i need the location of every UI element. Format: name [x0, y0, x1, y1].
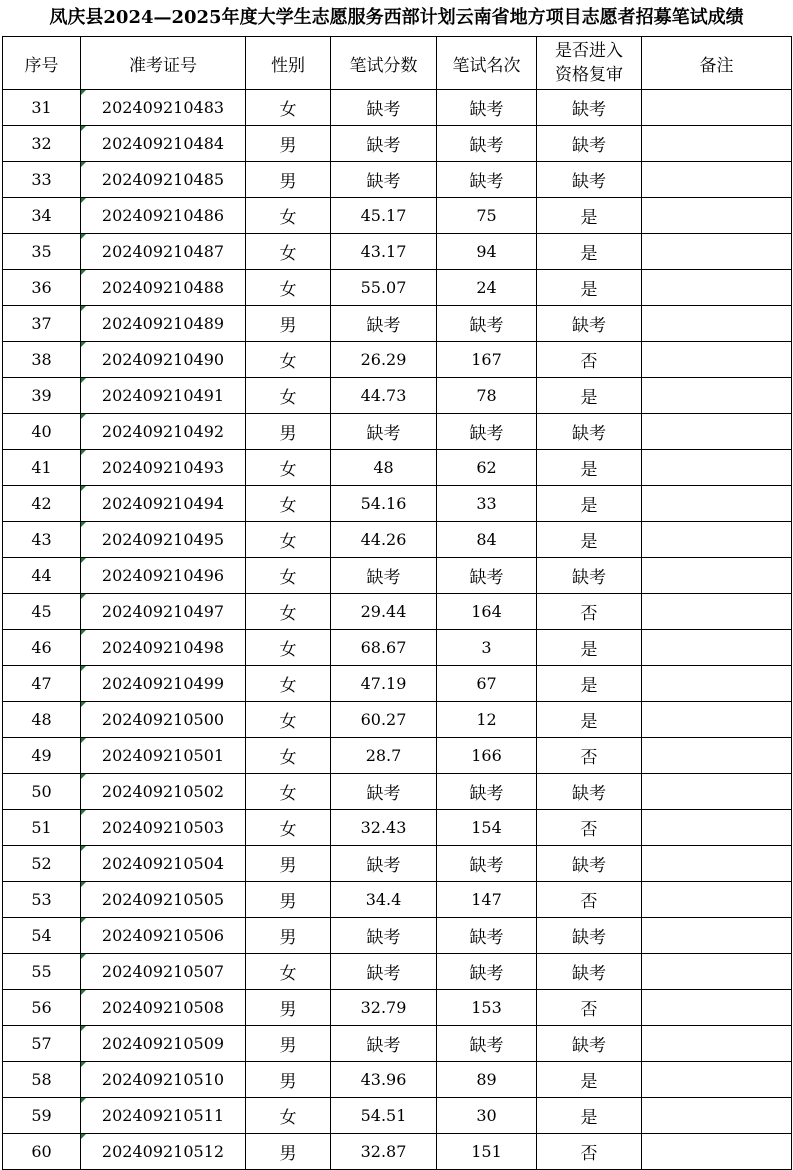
cell-gender: 女 [246, 1098, 331, 1134]
cell-rank: 67 [437, 666, 537, 702]
cell-score: 缺考 [331, 558, 437, 594]
cell-index: 36 [3, 270, 81, 306]
cell-score: 缺考 [331, 414, 437, 450]
cell-exam-id: 202409210499 [81, 666, 246, 702]
cell-gender: 女 [246, 522, 331, 558]
header-index: 序号 [3, 37, 81, 90]
cell-remarks [642, 234, 792, 270]
cell-index: 52 [3, 846, 81, 882]
header-gender: 性别 [246, 37, 331, 90]
cell-index: 32 [3, 126, 81, 162]
cell-review: 缺考 [537, 90, 642, 126]
cell-review: 缺考 [537, 126, 642, 162]
cell-gender: 女 [246, 630, 331, 666]
cell-gender: 男 [246, 1134, 331, 1170]
table-row [3, 522, 792, 558]
cell-exam-id: 202409210501 [81, 738, 246, 774]
cell-rank: 154 [437, 810, 537, 846]
cell-gender: 女 [246, 234, 331, 270]
cell-rank: 62 [437, 450, 537, 486]
cell-rank: 24 [437, 270, 537, 306]
cell-rank: 151 [437, 1134, 537, 1170]
cell-score: 43.96 [331, 1062, 437, 1098]
cell-rank: 167 [437, 342, 537, 378]
table-row [3, 342, 792, 378]
cell-score: 32.43 [331, 810, 437, 846]
table-row [3, 882, 792, 918]
cell-remarks [642, 1098, 792, 1134]
cell-review: 否 [537, 738, 642, 774]
cell-rank: 缺考 [437, 954, 537, 990]
cell-review: 是 [537, 270, 642, 306]
cell-score: 43.17 [331, 234, 437, 270]
cell-gender: 男 [246, 414, 331, 450]
cell-index: 38 [3, 342, 81, 378]
cell-exam-id: 202409210494 [81, 486, 246, 522]
table-row [3, 702, 792, 738]
cell-index: 51 [3, 810, 81, 846]
cell-index: 45 [3, 594, 81, 630]
cell-review: 否 [537, 594, 642, 630]
cell-review: 否 [537, 1134, 642, 1170]
cell-score: 缺考 [331, 162, 437, 198]
cell-gender: 女 [246, 558, 331, 594]
results-table [2, 36, 792, 1170]
cell-index: 56 [3, 990, 81, 1026]
header-remarks: 备注 [642, 37, 792, 90]
cell-exam-id: 202409210509 [81, 1026, 246, 1062]
cell-review: 缺考 [537, 558, 642, 594]
cell-review: 否 [537, 342, 642, 378]
cell-rank: 89 [437, 1062, 537, 1098]
cell-rank: 缺考 [437, 90, 537, 126]
cell-gender: 女 [246, 90, 331, 126]
cell-index: 60 [3, 1134, 81, 1170]
cell-review: 是 [537, 198, 642, 234]
cell-gender: 男 [246, 1026, 331, 1062]
cell-score: 44.26 [331, 522, 437, 558]
cell-gender: 男 [246, 918, 331, 954]
cell-rank: 缺考 [437, 414, 537, 450]
cell-review: 是 [537, 1098, 642, 1134]
cell-remarks [642, 486, 792, 522]
table-row [3, 378, 792, 414]
table-header-row [3, 37, 792, 90]
header-rank: 笔试名次 [437, 37, 537, 90]
cell-remarks [642, 126, 792, 162]
table-row [3, 126, 792, 162]
cell-review: 缺考 [537, 1026, 642, 1062]
cell-exam-id: 202409210508 [81, 990, 246, 1026]
cell-exam-id: 202409210498 [81, 630, 246, 666]
cell-score: 缺考 [331, 90, 437, 126]
cell-review: 缺考 [537, 774, 642, 810]
cell-exam-id: 202409210484 [81, 126, 246, 162]
cell-score: 60.27 [331, 702, 437, 738]
cell-index: 57 [3, 1026, 81, 1062]
cell-score: 34.4 [331, 882, 437, 918]
cell-rank: 33 [437, 486, 537, 522]
cell-remarks [642, 306, 792, 342]
cell-rank: 166 [437, 738, 537, 774]
cell-remarks [642, 378, 792, 414]
cell-remarks [642, 954, 792, 990]
cell-gender: 女 [246, 810, 331, 846]
cell-score: 28.7 [331, 738, 437, 774]
cell-gender: 男 [246, 162, 331, 198]
table-row [3, 918, 792, 954]
cell-index: 42 [3, 486, 81, 522]
cell-rank: 84 [437, 522, 537, 558]
cell-score: 54.51 [331, 1098, 437, 1134]
cell-index: 49 [3, 738, 81, 774]
cell-review: 是 [537, 1062, 642, 1098]
table-row [3, 1062, 792, 1098]
cell-review: 是 [537, 486, 642, 522]
header-review-line1: 是否进入 [555, 41, 623, 61]
cell-score: 54.16 [331, 486, 437, 522]
cell-review: 是 [537, 666, 642, 702]
header-review-line2: 资格复审 [555, 65, 623, 85]
cell-gender: 女 [246, 378, 331, 414]
cell-exam-id: 202409210493 [81, 450, 246, 486]
cell-score: 45.17 [331, 198, 437, 234]
cell-exam-id: 202409210492 [81, 414, 246, 450]
cell-review: 是 [537, 630, 642, 666]
cell-index: 46 [3, 630, 81, 666]
cell-review: 缺考 [537, 162, 642, 198]
cell-score: 缺考 [331, 1026, 437, 1062]
table-row [3, 630, 792, 666]
cell-gender: 女 [246, 198, 331, 234]
table-row [3, 414, 792, 450]
cell-remarks [642, 990, 792, 1026]
table-row [3, 810, 792, 846]
cell-review: 缺考 [537, 414, 642, 450]
table-row [3, 1026, 792, 1062]
header-exam-id: 准考证号 [81, 37, 246, 90]
cell-exam-id: 202409210496 [81, 558, 246, 594]
cell-review: 否 [537, 990, 642, 1026]
cell-exam-id: 202409210490 [81, 342, 246, 378]
cell-remarks [642, 1026, 792, 1062]
cell-score: 44.73 [331, 378, 437, 414]
cell-index: 53 [3, 882, 81, 918]
cell-score: 缺考 [331, 918, 437, 954]
cell-review: 缺考 [537, 846, 642, 882]
cell-index: 43 [3, 522, 81, 558]
cell-exam-id: 202409210497 [81, 594, 246, 630]
cell-exam-id: 202409210507 [81, 954, 246, 990]
cell-remarks [642, 450, 792, 486]
cell-rank: 153 [437, 990, 537, 1026]
cell-remarks [642, 594, 792, 630]
cell-exam-id: 202409210505 [81, 882, 246, 918]
cell-index: 47 [3, 666, 81, 702]
cell-rank: 缺考 [437, 126, 537, 162]
table-row [3, 162, 792, 198]
table-row [3, 774, 792, 810]
cell-gender: 男 [246, 846, 331, 882]
cell-remarks [642, 846, 792, 882]
table-row [3, 486, 792, 522]
cell-rank: 缺考 [437, 558, 537, 594]
cell-remarks [642, 90, 792, 126]
cell-gender: 女 [246, 954, 331, 990]
cell-score: 缺考 [331, 846, 437, 882]
cell-index: 37 [3, 306, 81, 342]
cell-index: 33 [3, 162, 81, 198]
cell-exam-id: 202409210511 [81, 1098, 246, 1134]
cell-gender: 女 [246, 774, 331, 810]
cell-rank: 94 [437, 234, 537, 270]
cell-gender: 女 [246, 666, 331, 702]
cell-gender: 男 [246, 882, 331, 918]
cell-index: 55 [3, 954, 81, 990]
cell-remarks [642, 1062, 792, 1098]
cell-gender: 女 [246, 342, 331, 378]
cell-rank: 12 [437, 702, 537, 738]
cell-remarks [642, 198, 792, 234]
cell-index: 41 [3, 450, 81, 486]
header-review [537, 37, 642, 90]
cell-score: 26.29 [331, 342, 437, 378]
cell-remarks [642, 738, 792, 774]
cell-review: 缺考 [537, 954, 642, 990]
table-row [3, 846, 792, 882]
cell-index: 44 [3, 558, 81, 594]
cell-rank: 75 [437, 198, 537, 234]
cell-score: 47.19 [331, 666, 437, 702]
header-score: 笔试分数 [331, 37, 437, 90]
cell-index: 50 [3, 774, 81, 810]
table-row [3, 90, 792, 126]
table-row [3, 594, 792, 630]
cell-index: 34 [3, 198, 81, 234]
cell-exam-id: 202409210510 [81, 1062, 246, 1098]
cell-gender: 男 [246, 990, 331, 1026]
cell-rank: 缺考 [437, 1026, 537, 1062]
cell-score: 缺考 [331, 126, 437, 162]
table-row [3, 738, 792, 774]
cell-remarks [642, 414, 792, 450]
cell-gender: 男 [246, 1062, 331, 1098]
cell-rank: 缺考 [437, 774, 537, 810]
cell-exam-id: 202409210504 [81, 846, 246, 882]
cell-review: 缺考 [537, 918, 642, 954]
cell-exam-id: 202409210506 [81, 918, 246, 954]
cell-rank: 164 [437, 594, 537, 630]
cell-index: 31 [3, 90, 81, 126]
cell-score: 55.07 [331, 270, 437, 306]
cell-index: 58 [3, 1062, 81, 1098]
cell-score: 缺考 [331, 774, 437, 810]
cell-gender: 男 [246, 126, 331, 162]
table-row [3, 954, 792, 990]
cell-remarks [642, 918, 792, 954]
cell-exam-id: 202409210495 [81, 522, 246, 558]
cell-exam-id: 202409210486 [81, 198, 246, 234]
table-row [3, 270, 792, 306]
cell-remarks [642, 774, 792, 810]
cell-remarks [642, 1134, 792, 1170]
cell-index: 39 [3, 378, 81, 414]
cell-score: 68.67 [331, 630, 437, 666]
cell-remarks [642, 666, 792, 702]
cell-rank: 147 [437, 882, 537, 918]
cell-gender: 女 [246, 738, 331, 774]
table-row [3, 558, 792, 594]
cell-exam-id: 202409210503 [81, 810, 246, 846]
cell-score: 29.44 [331, 594, 437, 630]
cell-review: 是 [537, 450, 642, 486]
cell-index: 54 [3, 918, 81, 954]
cell-rank: 缺考 [437, 162, 537, 198]
cell-review: 否 [537, 810, 642, 846]
cell-remarks [642, 522, 792, 558]
table-row [3, 198, 792, 234]
cell-gender: 女 [246, 450, 331, 486]
cell-score: 缺考 [331, 306, 437, 342]
cell-exam-id: 202409210512 [81, 1134, 246, 1170]
cell-rank: 缺考 [437, 918, 537, 954]
cell-exam-id: 202409210485 [81, 162, 246, 198]
table-row [3, 450, 792, 486]
cell-review: 缺考 [537, 306, 642, 342]
cell-gender: 男 [246, 306, 331, 342]
table-row [3, 1098, 792, 1134]
cell-review: 是 [537, 378, 642, 414]
cell-score: 缺考 [331, 954, 437, 990]
cell-review: 否 [537, 882, 642, 918]
cell-review: 是 [537, 702, 642, 738]
cell-score: 48 [331, 450, 437, 486]
cell-remarks [642, 702, 792, 738]
cell-rank: 缺考 [437, 846, 537, 882]
cell-index: 48 [3, 702, 81, 738]
table-row [3, 1134, 792, 1170]
cell-remarks [642, 630, 792, 666]
table-row [3, 666, 792, 702]
cell-score: 32.87 [331, 1134, 437, 1170]
cell-exam-id: 202409210487 [81, 234, 246, 270]
cell-index: 35 [3, 234, 81, 270]
cell-remarks [642, 342, 792, 378]
table-row [3, 306, 792, 342]
cell-gender: 女 [246, 486, 331, 522]
cell-rank: 30 [437, 1098, 537, 1134]
cell-remarks [642, 882, 792, 918]
cell-review: 是 [537, 234, 642, 270]
cell-remarks [642, 558, 792, 594]
cell-review: 是 [537, 522, 642, 558]
cell-gender: 女 [246, 270, 331, 306]
cell-remarks [642, 270, 792, 306]
cell-score: 32.79 [331, 990, 437, 1026]
table-row [3, 990, 792, 1026]
cell-gender: 女 [246, 702, 331, 738]
cell-rank: 78 [437, 378, 537, 414]
cell-rank: 3 [437, 630, 537, 666]
cell-exam-id: 202409210488 [81, 270, 246, 306]
page-title: 凤庆县2024—2025年度大学生志愿服务西部计划云南省地方项目志愿者招募笔试成绩 [49, 7, 744, 28]
cell-remarks [642, 162, 792, 198]
cell-exam-id: 202409210483 [81, 90, 246, 126]
cell-index: 59 [3, 1098, 81, 1134]
table-row [3, 234, 792, 270]
cell-rank: 缺考 [437, 306, 537, 342]
cell-remarks [642, 810, 792, 846]
cell-exam-id: 202409210491 [81, 378, 246, 414]
cell-exam-id: 202409210489 [81, 306, 246, 342]
cell-exam-id: 202409210500 [81, 702, 246, 738]
cell-index: 40 [3, 414, 81, 450]
cell-gender: 女 [246, 594, 331, 630]
cell-exam-id: 202409210502 [81, 774, 246, 810]
